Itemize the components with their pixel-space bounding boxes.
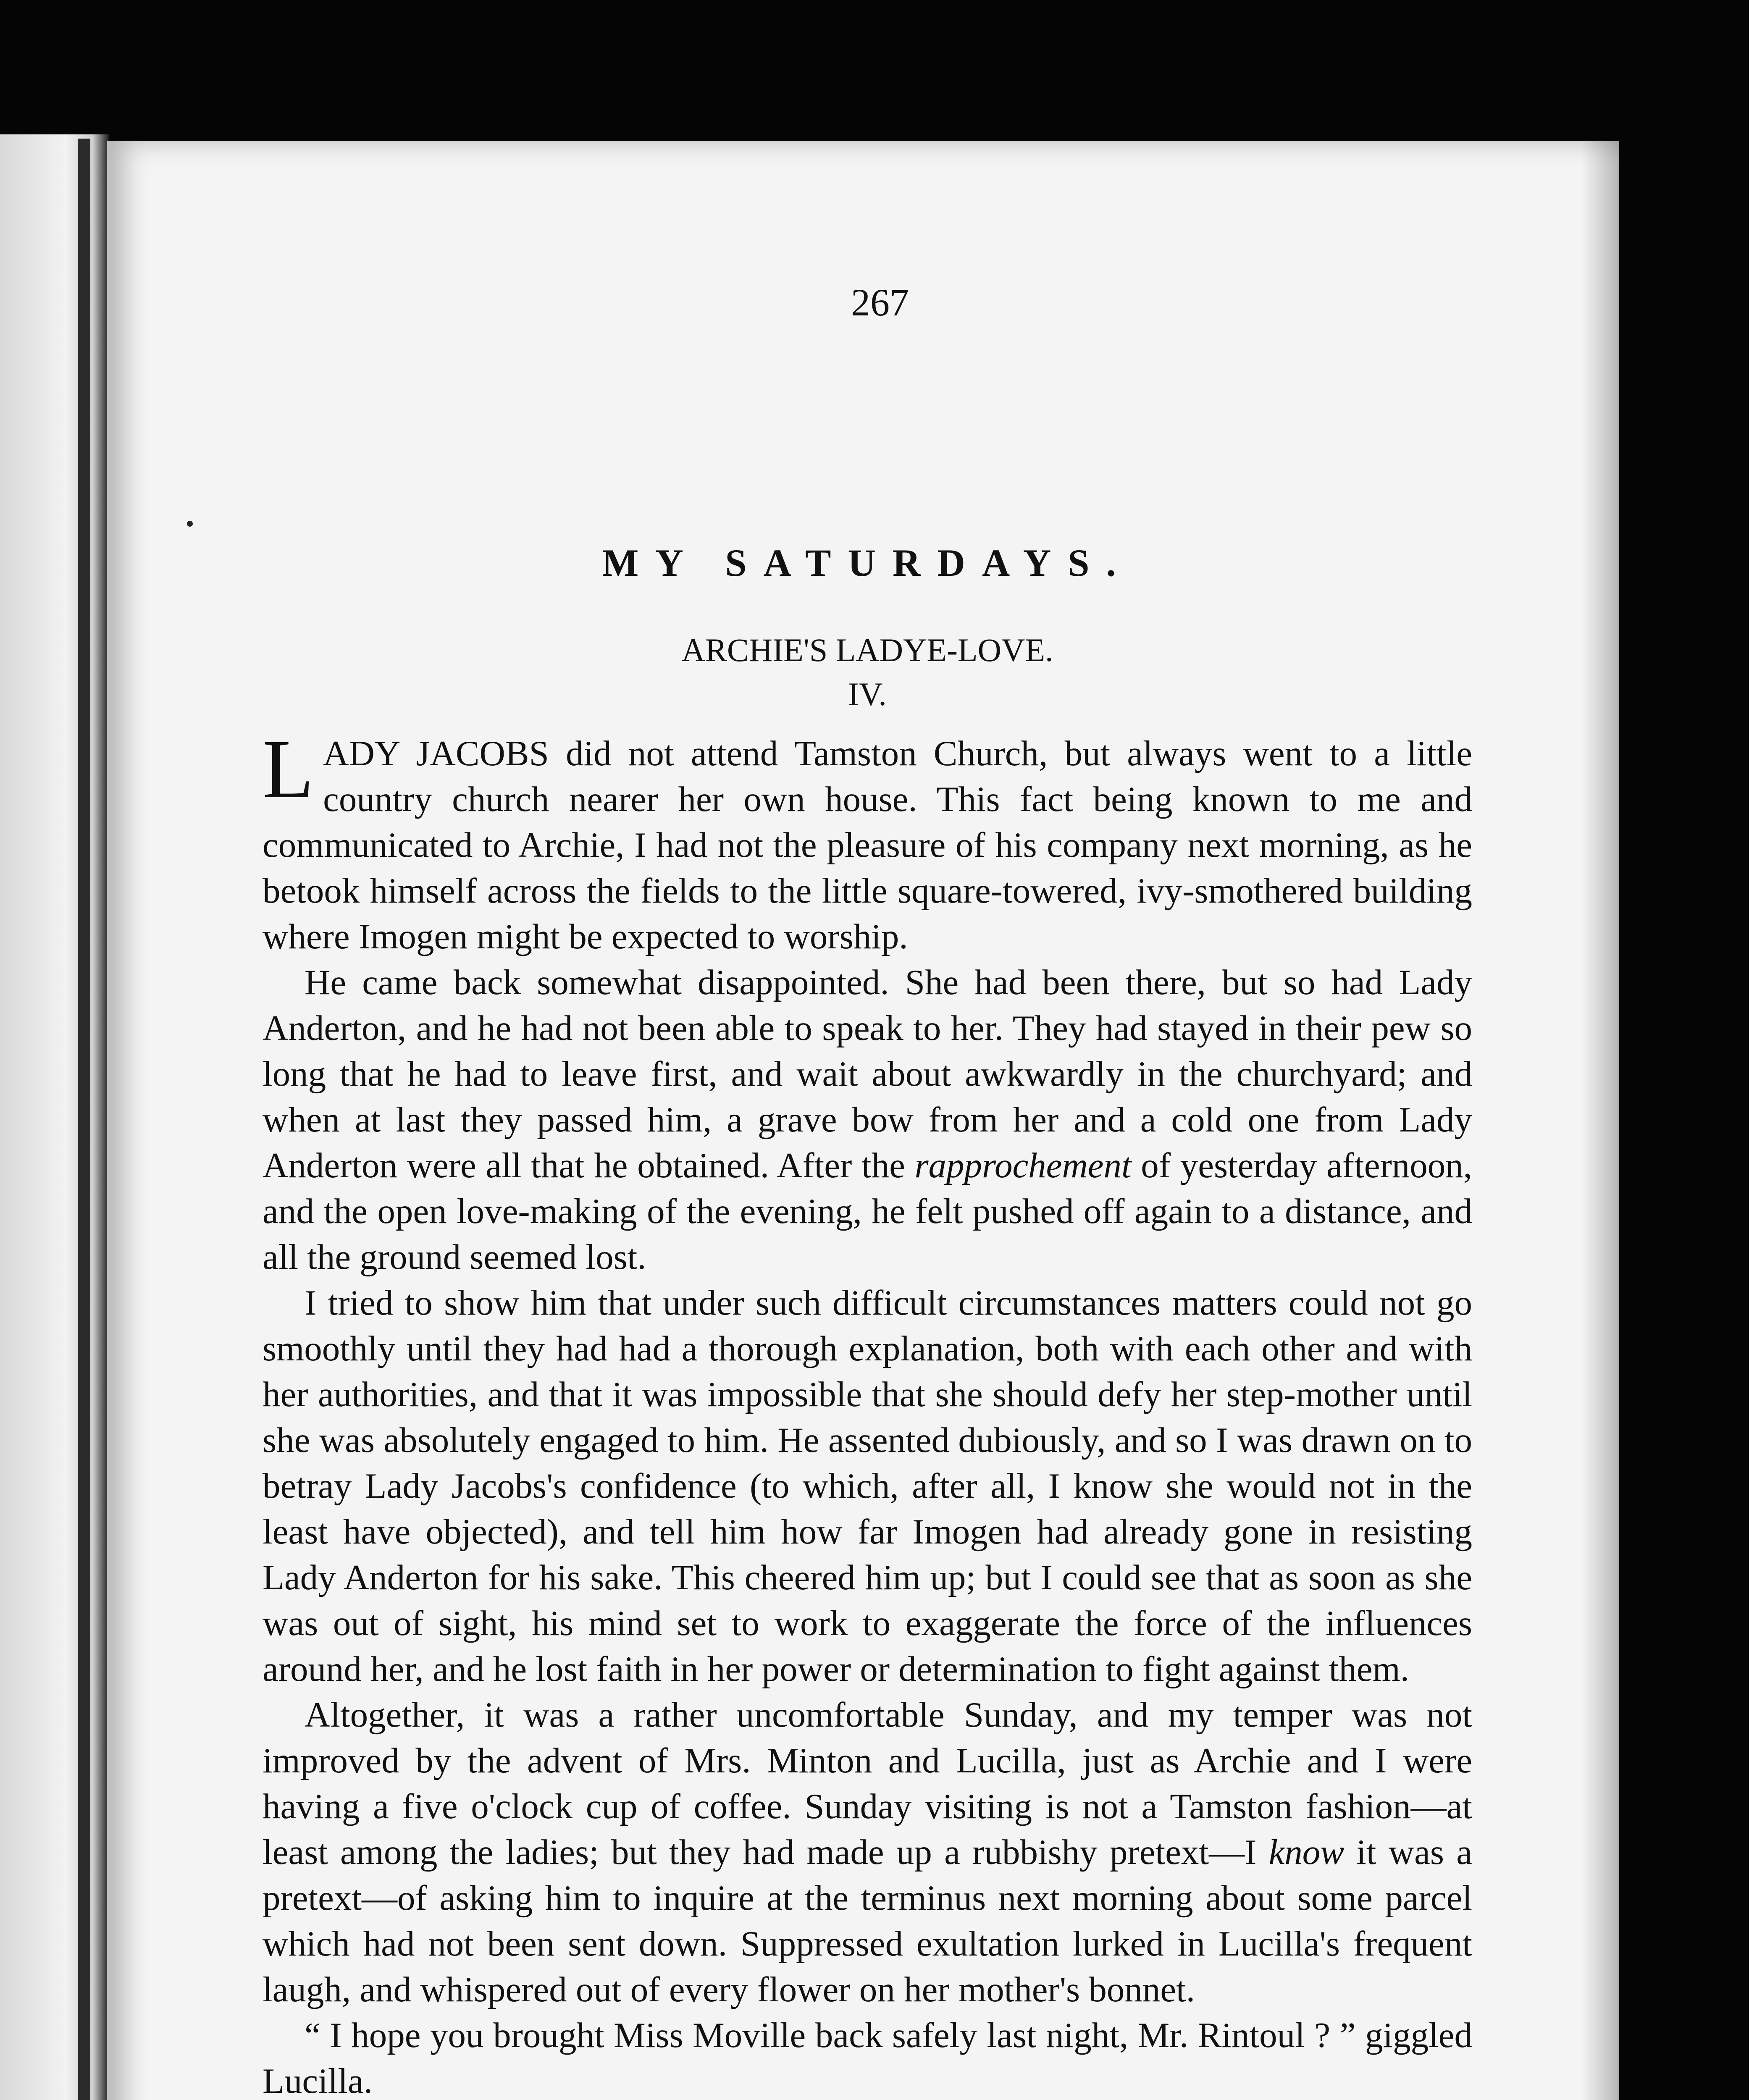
- paragraph: [263, 2013, 1472, 2100]
- book-page: [107, 141, 1619, 2100]
- paragraph-text: Altogether, it was a rather uncomfortable Sunday, and my temper was not improved by the advent of Mrs. Minton and Lucilla, just as Archie and I were having a five o'clock cup of coffee. Sunday visiting is not a Tamston fashion—at least among the ladies; but they had made up a rubbishy pretext—I: [263, 1695, 1472, 1872]
- paragraph: [263, 960, 1472, 1280]
- story-subtitle: ARCHIE'S LADYE-LOVE.: [681, 632, 1053, 668]
- chapter-number: IV.: [848, 676, 887, 712]
- paragraph-text: “ I hope you brought Miss Moville back safely last night, Mr. Rintoul ? ” giggled Lucilla.: [263, 2016, 1472, 2100]
- page-edge-shadow: [1581, 141, 1619, 2100]
- drop-cap: L: [263, 723, 314, 816]
- paragraph: [263, 1280, 1472, 1692]
- paper-speck: [187, 521, 193, 527]
- book-edge: [0, 134, 109, 2100]
- paragraph-text: ADY JACOBS did not attend Tamston Church, but always went to a little country church nearer her own house. This fact being known to me and communicated to Archie, I had not the pleasure of his company next morning, as he betook himself across the fields to the little square-towered, ivy-smothered building where Imogen might be expected to worship.: [263, 734, 1472, 956]
- paragraph-text: of yesterday afternoon, and the open love-making of the evening, he felt pushed off again to a distance, and all the ground seemed lost.: [263, 1146, 1473, 1277]
- italic-text: know: [1268, 1832, 1344, 1872]
- page-title: MY SATURDAYS.: [602, 541, 1133, 584]
- paragraph-text: it was a pretext—of asking him to inquire at the terminus next morning about some parcel which had not been sent down. Suppressed exultation lurked in Lucilla's frequent laugh, and whispered out of every flower on her mother's bonnet.: [263, 1832, 1472, 2009]
- body-text: [263, 723, 1473, 2100]
- paragraph-text: He came back somewhat disappointed. She had been there, but so had Lady Anderton, and he had not been able to speak to her. They had stayed in their pew so long that he had to leave first, and wait about awkwardly in the churchyard; and when at last they passed him, a grave bow from her and a cold one from Lady Anderton were all that he obtained. After the: [263, 963, 1472, 1185]
- paragraph: [263, 723, 1472, 960]
- paragraph-text: I tried to show him that under such difficult circumstances matters could not go smoothly until they had had a thorough explanation, both with each other and with her authorities, and that it was impossible that she should defy her step-mother until she was absolutely engaged to him. He assented dubiously, and so I was drawn on to betray Lady Jacobs's confidence (to which, after all, I know she would not in the least have objected), and tell him how far Imogen had already gone in resisting Lady Anderton for his sake. This cheered him up; but I could see that as soon as she was out of sight, his mind set to work to exaggerate the force of the influences around her, and he lost faith in her power or determination to fight against them.: [263, 1283, 1472, 1689]
- page-content: [263, 279, 1472, 2100]
- paragraph: [263, 1692, 1472, 2013]
- italic-text: rapprochement: [914, 1146, 1132, 1185]
- page-number: 267: [851, 281, 909, 324]
- book-spine: [78, 139, 90, 2100]
